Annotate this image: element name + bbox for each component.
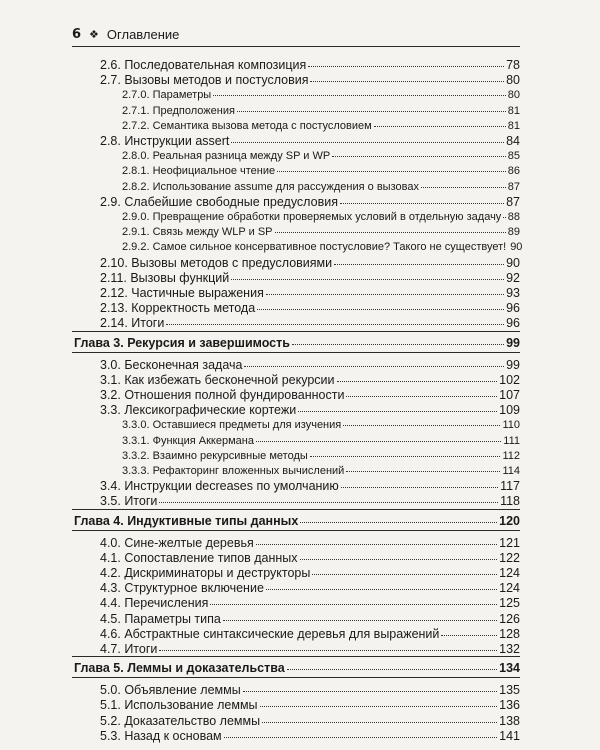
toc-entry-page: 121: [499, 535, 520, 550]
toc-entry-label: 2.8.0. Реальная разница между SP и WP: [122, 150, 331, 163]
dot-leader: [243, 682, 497, 692]
toc-entry-label: 4.5. Параметры типа: [100, 611, 221, 626]
dot-leader: [210, 595, 497, 605]
dot-leader: [503, 208, 505, 218]
dot-leader: [159, 493, 498, 503]
dot-leader: [421, 178, 506, 188]
chapter-rule: [72, 656, 520, 657]
toc-entry-page: 110: [502, 419, 520, 432]
dot-leader: [223, 611, 497, 621]
toc-entry-label: 2.14. Итоги: [100, 316, 165, 331]
toc-entry-page: 78: [506, 58, 520, 72]
dot-leader: [256, 535, 497, 545]
toc-entry-label: 4.3. Структурное включение: [100, 581, 264, 596]
dot-leader: [332, 147, 506, 157]
toc-entry-label: 2.9. Слабейшие свободные предусловия: [100, 194, 338, 209]
toc-entry-page: 87: [507, 180, 520, 193]
dot-leader: [213, 86, 506, 96]
dot-leader: [343, 416, 500, 426]
toc-entry-label: 5.1. Использование леммы: [100, 698, 258, 713]
toc-entry-page: 96: [506, 316, 520, 331]
dot-leader: [256, 432, 501, 442]
toc-entry-label: 2.9.0. Превращение обработки проверяемых условий в отдельную задачу: [122, 211, 502, 223]
toc-entry-page: 125: [499, 596, 520, 611]
toc-section: [100, 642, 520, 657]
toc-entry-page: 112: [502, 449, 520, 462]
toc-section: [100, 581, 520, 596]
toc-entry-page: 135: [499, 683, 520, 698]
toc-entry-label: 2.13. Корректность метода: [100, 301, 256, 316]
toc-entry-label: Глава 4. Индуктивные типы данных: [74, 513, 299, 528]
dot-leader: [244, 357, 504, 367]
toc-entry-label: 3.5. Итоги: [100, 494, 158, 509]
toc-section: [100, 494, 520, 509]
toc-subsection: [122, 225, 520, 240]
dot-leader: [310, 72, 504, 82]
toc-entry-label: Глава 3. Рекурсия и завершимость: [74, 335, 290, 350]
toc-section: [100, 714, 520, 729]
dot-leader: [166, 315, 504, 325]
toc-section: [100, 256, 520, 271]
dot-leader: [231, 133, 504, 143]
dot-leader: [374, 117, 506, 127]
chapter-rule: [72, 331, 520, 332]
toc-section: [100, 698, 520, 713]
toc-section: [100, 58, 520, 73]
toc-section: [100, 536, 520, 551]
chapter-rule: [72, 530, 520, 531]
toc-entry-label: 4.4. Перечисления: [100, 596, 209, 611]
toc-chapter: [74, 514, 520, 529]
dot-leader: [300, 550, 498, 560]
toc-entry-label: 4.0. Сине-желтые деревья: [100, 535, 254, 550]
header-rule: [72, 46, 520, 47]
toc-section: [100, 195, 520, 210]
dot-leader: [159, 641, 497, 651]
chapter-rule: [72, 352, 520, 353]
toc-entry-page: 85: [507, 150, 520, 163]
toc-entry-label: 5.3. Назад к основам: [100, 728, 222, 743]
dot-leader: [237, 102, 506, 112]
toc-entry-label: Глава 5. Леммы и доказательства: [74, 661, 285, 676]
toc-chapter: [74, 661, 520, 676]
toc-entry-page: 118: [500, 494, 520, 509]
dot-leader: [312, 565, 497, 575]
toc-section: [100, 551, 520, 566]
page-number: 6: [72, 27, 82, 42]
toc-entry-page: 109: [499, 403, 520, 418]
toc-chapter: [74, 336, 520, 351]
toc-subsection: [122, 180, 520, 195]
toc-section: [100, 271, 520, 286]
dot-leader: [310, 447, 501, 457]
dot-leader: [300, 513, 497, 523]
toc-entry-label: 2.8. Инструкции assert: [100, 134, 230, 148]
toc-entry-label: 3.3.0. Оставшиеся предметы для изучения: [122, 419, 342, 432]
toc-entry-label: 2.12. Частичные выражения: [100, 286, 264, 300]
toc-entry-page: 114: [502, 465, 520, 477]
toc-entry-label: 3.3.2. Взаимно рекурсивные методы: [122, 449, 308, 462]
toc-section: [100, 683, 520, 698]
dot-leader: [346, 462, 500, 472]
toc-entry-label: 4.6. Абстрактные синтаксические деревья для выражений: [100, 626, 440, 641]
toc-entry-page: 86: [507, 165, 520, 178]
toc-entry-label: 4.1. Сопоставление типов данных: [100, 550, 298, 565]
toc-entry-label: 4.7. Итоги: [100, 642, 158, 656]
toc-entry-page: 89: [507, 226, 520, 239]
dot-leader: [257, 300, 504, 310]
toc-entry-label: 5.0. Объявление леммы: [100, 683, 241, 698]
toc-entry-label: 3.3. Лексикографические кортежи: [100, 403, 297, 418]
toc-entry-page: 96: [506, 301, 520, 316]
toc-entry-label: 3.0. Бесконечная задача: [100, 357, 243, 372]
toc-entry-label: 2.6. Последовательная композиция: [100, 58, 307, 72]
toc-entry-page: 93: [506, 286, 520, 300]
toc-entry-label: 2.7. Вызовы методов и постусловия: [100, 73, 309, 88]
toc-entry-label: 5.2. Доказательство леммы: [100, 713, 261, 728]
toc-section: [100, 612, 520, 627]
dot-leader: [346, 387, 497, 397]
dot-leader: [266, 580, 497, 590]
toc-section: [100, 388, 520, 403]
toc-entry-label: 2.7.2. Семантика вызова метода с постусловием: [122, 119, 372, 132]
dot-leader: [441, 626, 497, 636]
toc-entry-page: 124: [499, 566, 520, 580]
toc-entry-page: 87: [506, 194, 520, 209]
toc-entry-page: 81: [507, 119, 520, 132]
toc-entry-page: 90: [506, 255, 520, 270]
toc-entry-page: 138: [499, 713, 520, 728]
toc-section: [100, 286, 520, 301]
toc-section: [100, 566, 520, 581]
toc-entry-page: 90: [510, 241, 523, 254]
toc-entry-page: 128: [499, 626, 520, 641]
toc-subsection: [122, 240, 523, 255]
toc-entry-label: 3.3.1. Функция Аккермана: [122, 434, 254, 447]
toc-entry-label: 2.11. Вызовы функций: [100, 270, 230, 285]
toc-entry-label: 2.7.1. Предположения: [122, 104, 235, 117]
toc-entry-page: 134: [499, 661, 520, 676]
toc-section: [100, 596, 520, 611]
dot-leader: [341, 478, 498, 488]
toc-entry-page: 99: [506, 357, 520, 372]
toc-entry-page: 81: [507, 104, 520, 117]
toc-entry-label: 3.3.3. Рефакторинг вложенных вычислений: [122, 465, 345, 477]
dot-leader: [262, 713, 497, 723]
dot-leader: [334, 255, 504, 265]
toc-entry-label: 3.2. Отношения полной фундированности: [100, 388, 345, 402]
dot-leader: [340, 194, 504, 204]
ornament-icon: ❖: [89, 28, 99, 41]
toc-entry-page: 84: [506, 134, 520, 148]
toc-entry-page: 126: [499, 611, 520, 626]
toc-section: [100, 316, 520, 331]
toc-subsection: [122, 119, 520, 134]
toc-entry-page: 99: [506, 335, 520, 350]
toc-entry-page: 92: [506, 270, 520, 285]
toc-subsection: [122, 464, 520, 479]
dot-leader: [308, 57, 504, 67]
dot-leader: [231, 270, 504, 280]
toc-entry-page: 120: [499, 513, 520, 528]
dot-leader: [224, 728, 497, 738]
toc-entry-page: 80: [506, 73, 520, 88]
toc-entry-label: 2.8.2. Использование assume для рассуждения о вызовах: [122, 180, 419, 193]
toc-entry-label: 2.9.2. Самое сильное консервативное постусловие? Такого не существует!: [122, 241, 507, 254]
toc-section: [100, 627, 520, 642]
toc-entry-page: 117: [500, 479, 520, 494]
toc-entry-page: 141: [499, 728, 520, 743]
toc-entry-label: 2.9.1. Связь между WLP и SP: [122, 226, 273, 239]
toc-entry-page: 107: [499, 388, 520, 402]
toc-entry-page: 122: [499, 550, 520, 565]
toc-entry-page: 102: [499, 372, 520, 387]
toc-section: [100, 373, 520, 388]
dot-leader: [275, 223, 506, 233]
toc-entry-page: 111: [503, 434, 520, 447]
toc-section: [100, 358, 520, 373]
running-header: [72, 27, 179, 42]
toc-section: [100, 729, 520, 744]
dot-leader: [337, 372, 498, 382]
toc-section: [100, 479, 520, 494]
chapter-rule: [72, 509, 520, 510]
chapter-rule: [72, 677, 520, 678]
toc-entry-page: 88: [507, 211, 520, 223]
toc-section: [100, 301, 520, 316]
toc-entry-label: 4.2. Дискриминаторы и деструкторы: [100, 566, 311, 580]
toc-entry-label: 3.4. Инструкции decreases по умолчанию: [100, 479, 339, 494]
dot-leader: [277, 162, 506, 172]
toc-entry-label: 2.10. Вызовы методов с предусловиями: [100, 255, 333, 270]
toc-entry-label: 3.1. Как избежать бесконечной рекурсии: [100, 372, 335, 387]
toc-entry-page: 124: [499, 581, 520, 596]
toc-entry-label: 2.8.1. Неофициальное чтение: [122, 165, 276, 178]
toc-entry-page: 132: [499, 642, 520, 656]
toc-entry-page: 80: [507, 89, 520, 102]
dot-leader: [298, 402, 497, 412]
dot-leader: [292, 335, 504, 345]
header-title: Оглавление: [106, 27, 180, 42]
dot-leader: [266, 285, 504, 295]
dot-leader: [287, 660, 497, 670]
dot-leader: [260, 697, 498, 707]
toc-entry-page: 136: [499, 698, 520, 713]
toc-entry-label: 2.7.0. Параметры: [122, 89, 212, 102]
